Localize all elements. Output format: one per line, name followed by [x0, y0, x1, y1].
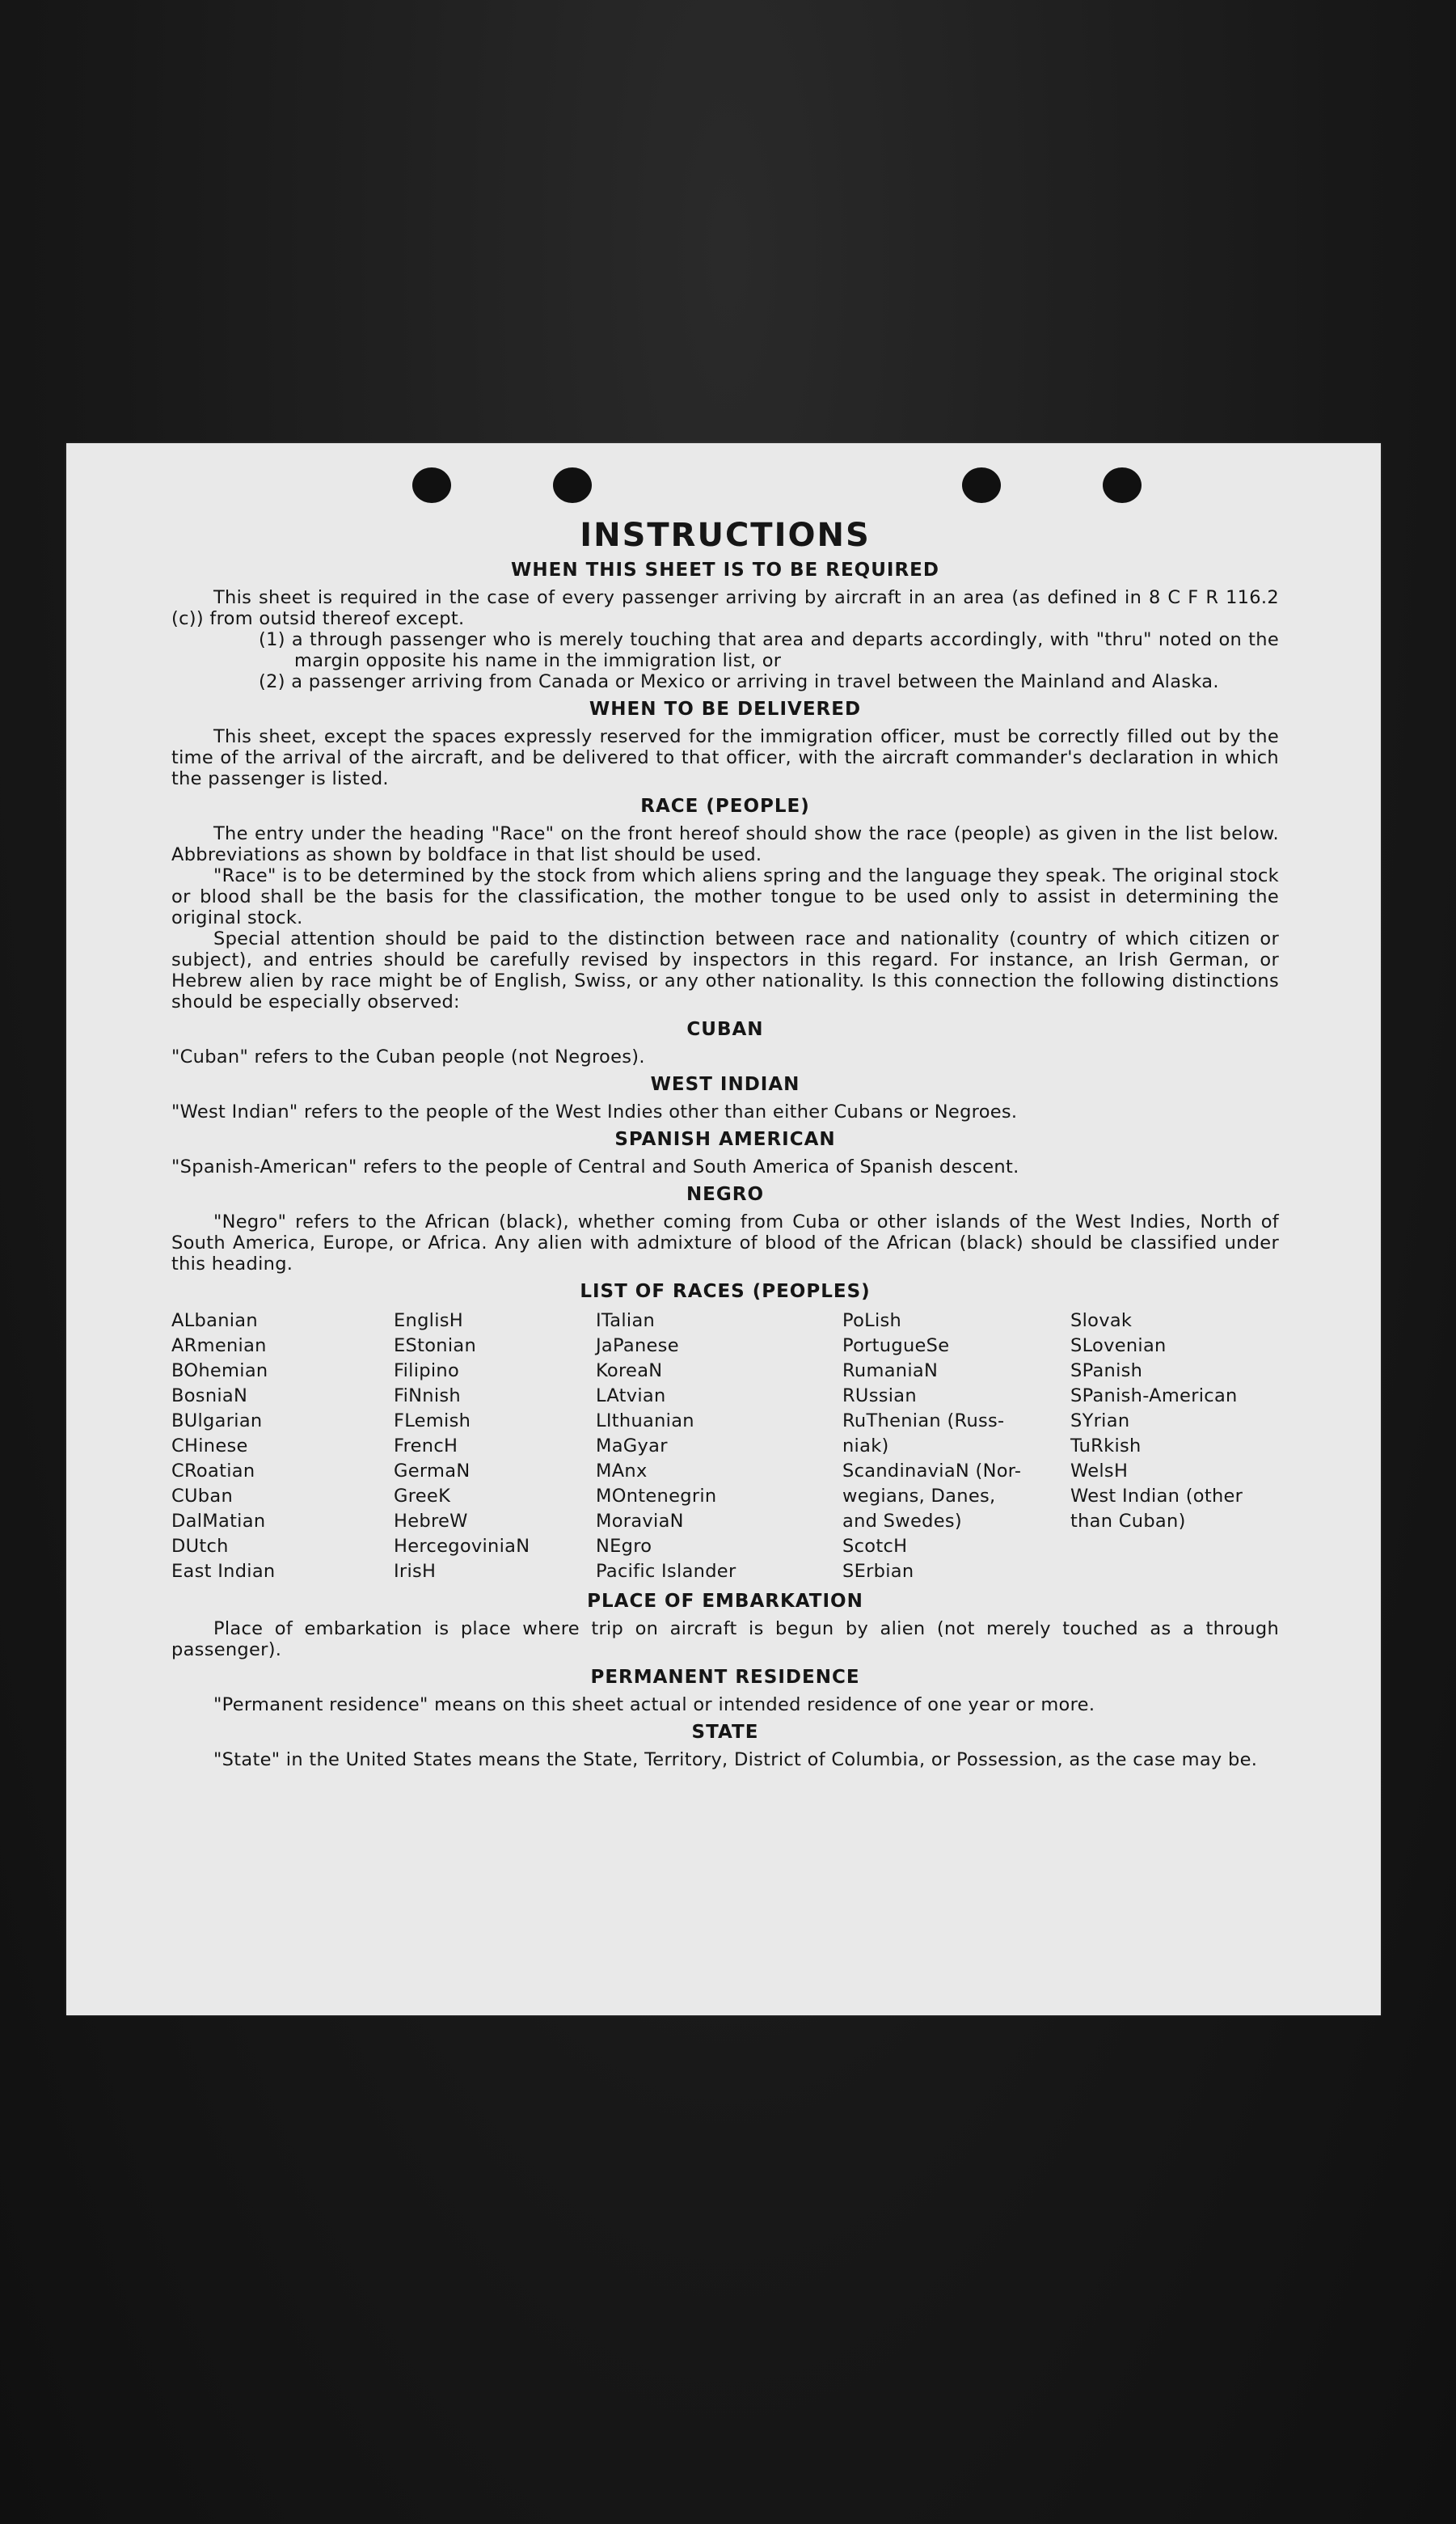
- races-list: [171, 1309, 1279, 1584]
- paragraph-when-required: This sheet is required in the case of every passenger arriving by aircraft in an area (as defined in 8 C F R 116.2 (c)) from outsid thereof except.: [171, 587, 1279, 629]
- race-entry: ALbanian: [171, 1310, 258, 1331]
- instruction-sheet: [66, 443, 1381, 2015]
- heading-state: STATE: [691, 1722, 759, 1743]
- exception-item-2: (2) a passenger arriving from Canada or Mexico or arriving in travel between the Mainland and Alaska.: [259, 671, 1219, 692]
- races-column: [394, 1309, 596, 1584]
- race-entry: Pacific Islander: [596, 1561, 736, 1582]
- punch-hole: [412, 467, 451, 503]
- race-entry: SPanish: [1070, 1360, 1143, 1381]
- race-entry: RUssian: [842, 1385, 917, 1406]
- race-entry: ITalian: [596, 1310, 656, 1331]
- race-entry: DalMatian: [171, 1511, 266, 1532]
- race-entry: CHinese: [171, 1435, 248, 1456]
- race-entry: ScotcH: [842, 1536, 908, 1557]
- race-entry: MOntenegrin: [596, 1486, 717, 1507]
- heading-race: RACE (PEOPLE): [640, 796, 810, 817]
- race-entry: HebreW: [394, 1511, 468, 1532]
- heading-when-required: WHEN THIS SHEET IS TO BE REQUIRED: [511, 560, 939, 581]
- race-entry: DUtch: [171, 1536, 229, 1557]
- race-entry: MoraviaN: [596, 1511, 684, 1532]
- heading-spanish-american: SPANISH AMERICAN: [614, 1129, 836, 1150]
- race-entry: GreeK: [394, 1486, 451, 1507]
- heading-west-indian: WEST INDIAN: [650, 1074, 800, 1095]
- races-column: [1070, 1309, 1279, 1584]
- race-entry: HercegoviniaN: [394, 1536, 530, 1557]
- race-entry: Slovak: [1070, 1310, 1133, 1331]
- race-entry: West Indian (other than Cuban): [1070, 1486, 1243, 1532]
- race-entry: MAnx: [596, 1461, 648, 1482]
- race-entry: FiNnish: [394, 1385, 461, 1406]
- document-body: [171, 518, 1279, 1770]
- heading-embarkation: PLACE OF EMBARKATION: [587, 1591, 863, 1612]
- paragraph-race-3: Special attention should be paid to the distinction between race and nationality (country of which citizen or subject), and entries should be carefully revised by inspectors in this regard. For instance, an Irish German, or Hebrew alien by race might be of English, Swiss, or any other nationality. Is this connection the following distinctions should be especially observed:: [171, 928, 1279, 1013]
- race-entry: WelsH: [1070, 1461, 1129, 1482]
- race-entry: MaGyar: [596, 1435, 668, 1456]
- race-entry: FLemish: [394, 1410, 471, 1431]
- heading-permanent-residence: PERMANENT RESIDENCE: [590, 1667, 860, 1688]
- race-entry: CUban: [171, 1486, 234, 1507]
- race-entry: ScandinaviaN (Nor- wegians, Danes, and Swedes): [842, 1461, 1022, 1532]
- race-entry: RuThenian (Russ- niak): [842, 1410, 1005, 1456]
- race-entry: LAtvian: [596, 1385, 666, 1406]
- punch-hole: [1103, 467, 1142, 503]
- race-entry: IrisH: [394, 1561, 437, 1582]
- race-entry: RumaniaN: [842, 1360, 939, 1381]
- race-entry: NEgro: [596, 1536, 652, 1557]
- punch-hole: [962, 467, 1001, 503]
- race-entry: BUlgarian: [171, 1410, 263, 1431]
- paragraph-negro: "Negro" refers to the African (black), whether coming from Cuba or other islands of the West Indies, North of South America, Europe, or Africa. Any alien with admixture of blood of the African (black) should be classified under this heading.: [171, 1211, 1279, 1275]
- race-entry: CRoatian: [171, 1461, 255, 1482]
- race-entry: EStonian: [394, 1335, 477, 1356]
- paragraph-state: "State" in the United States means the State, Territory, District of Columbia, or Possession, as the case may be.: [213, 1749, 1258, 1770]
- race-entry: TuRkish: [1070, 1435, 1142, 1456]
- race-entry: FrencH: [394, 1435, 458, 1456]
- page-title: INSTRUCTIONS: [580, 517, 871, 554]
- race-entry: East Indian: [171, 1561, 276, 1582]
- races-column: [842, 1309, 1070, 1584]
- race-entry: Filipino: [394, 1360, 460, 1381]
- race-entry: BOhemian: [171, 1360, 268, 1381]
- race-entry: KoreaN: [596, 1360, 663, 1381]
- heading-cuban: CUBAN: [686, 1019, 764, 1040]
- races-column: [171, 1309, 394, 1584]
- paragraph-west-indian: "West Indian" refers to the people of the West Indies other than either Cubans or Negroes.: [171, 1101, 1018, 1122]
- race-entry: GermaN: [394, 1461, 471, 1482]
- paragraph-spanish-american: "Spanish-American" refers to the people of Central and South America of Spanish descent.: [171, 1156, 1019, 1177]
- race-entry: SPanish-American: [1070, 1385, 1238, 1406]
- race-entry: BosniaN: [171, 1385, 248, 1406]
- race-entry: SLovenian: [1070, 1335, 1167, 1356]
- race-entry: SErbian: [842, 1561, 914, 1582]
- paragraph-race-1: The entry under the heading "Race" on the front hereof should show the race (people) as given in the list below. Abbreviations as shown by boldface in that list should be used.: [171, 823, 1279, 865]
- paragraph-cuban: "Cuban" refers to the Cuban people (not Negroes).: [171, 1046, 645, 1068]
- race-entry: PortugueSe: [842, 1335, 950, 1356]
- punch-hole: [553, 467, 592, 503]
- race-entry: JaPanese: [596, 1335, 679, 1356]
- race-entry: SYrian: [1070, 1410, 1130, 1431]
- paragraph-race-2: "Race" is to be determined by the stock from which aliens spring and the language they speak. The original stock or blood shall be the basis for the classification, the mother tongue to be used only to assist in determining the original stock.: [171, 865, 1279, 928]
- race-entry: LIthuanian: [596, 1410, 694, 1431]
- paragraph-embarkation: Place of embarkation is place where trip on aircraft is begun by alien (not merely touched as a through passenger).: [171, 1618, 1279, 1660]
- race-entry: PoLish: [842, 1310, 902, 1331]
- paragraph-when-delivered: This sheet, except the spaces expressly reserved for the immigration officer, must be correctly filled out by the time of the arrival of the aircraft, and be delivered to that officer, with the aircraft commander's declaration in which the passenger is listed.: [171, 726, 1279, 789]
- exception-item-1: (1) a through passenger who is merely touching that area and departs accordingly, with "thru" noted on the margin opposite his name in the immigration list, or: [259, 629, 1279, 671]
- heading-list-of-races: LIST OF RACES (PEOPLES): [580, 1281, 871, 1302]
- races-column: [596, 1309, 842, 1584]
- race-entry: ARmenian: [171, 1335, 267, 1356]
- heading-negro: NEGRO: [686, 1184, 765, 1205]
- race-entry: EnglisH: [394, 1310, 464, 1331]
- heading-when-delivered: WHEN TO BE DELIVERED: [589, 699, 862, 720]
- paragraph-permanent-residence: "Permanent residence" means on this sheet actual or intended residence of one year or more.: [213, 1694, 1095, 1715]
